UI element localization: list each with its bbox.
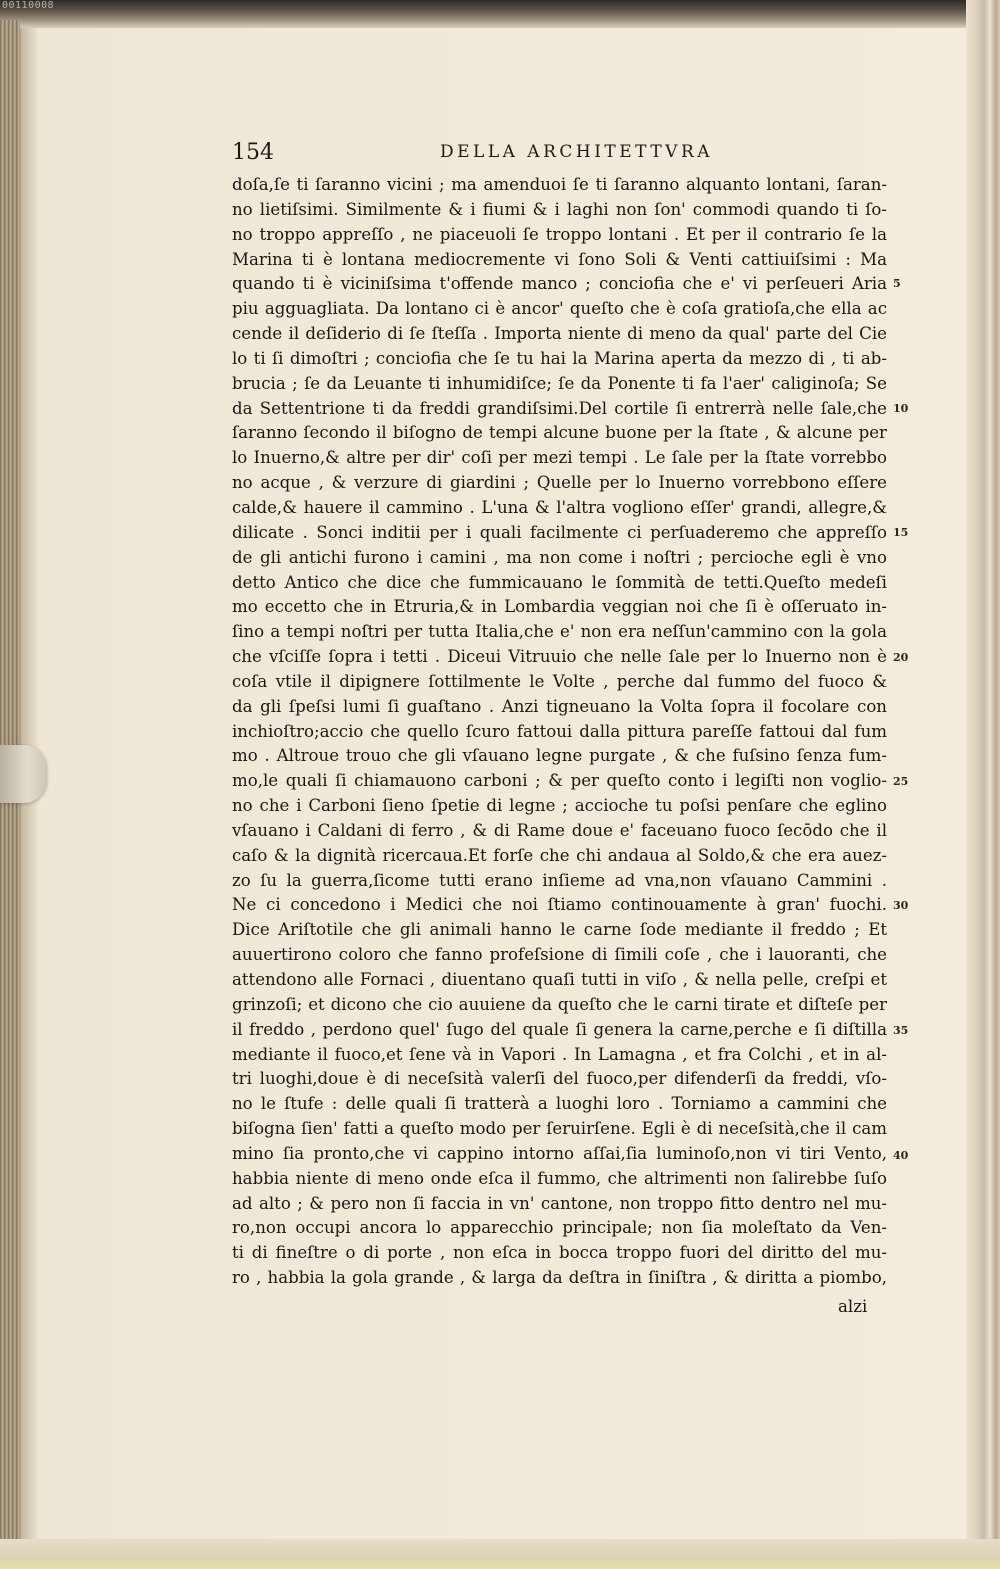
text-line: no acque , & verzure di giardini ; Quelle per lo Inuerno vorrebbono eſſere — [232, 473, 887, 493]
margin-line-number: 15 — [893, 526, 909, 539]
text-line: ſaranno ſecondo il biſogno de tempi alcune buone per la ſtate , & alcune per — [232, 423, 887, 443]
text-line: Marina ti è lontana mediocremente vi ſono Soli & Venti cattiuiſsimi : Ma — [232, 249, 887, 269]
text-line: piu agguagliata. Da lontano ci è ancor' queſto che è coſa gratioſa,che ella ac — [232, 299, 887, 319]
text-line: biſogna ſien' fatti a queſto modo per ſeruirſene. Egli è di neceſsità,che il cam — [232, 1119, 887, 1139]
text-line: no le ſtufe : delle quali ſi tratterà a luoghi loro . Torniamo a cammini che — [232, 1094, 887, 1114]
text-line: ſino a tempi noſtri per tutta Italia,che e' non era neſſun'cammino con la gola — [232, 622, 887, 642]
margin-line-number: 10 — [893, 402, 909, 415]
running-head: DELLA ARCHITETTVRA — [440, 142, 714, 162]
margin-line-number: 5 — [893, 277, 901, 290]
text-line: dilicate . Sonci inditii per i quali facilmente ci perſuaderemo che appreſſo — [232, 522, 887, 542]
text-line: ro , habbia la gola grande , & larga da deſtra in ſiniſtra , & diritta a piombo, — [232, 1268, 887, 1288]
text-line: lo ti ſi dimoſtri ; conciofia che ſe tu hai la Marina aperta da mezzo di , ti ab- — [232, 348, 887, 368]
text-line: mino ſia pronto,che vi cappino intorno aſſai,ſia luminoſo,non vi tiri Vento, — [232, 1143, 887, 1163]
text-line: inchioſtro;accio che quello ſcuro fattoui dalla pittura pareſſe fattoui dal fum — [232, 721, 887, 741]
text-line: calde,& hauere il cammino . L'una & l'altra vogliono eſſer' grandi, allegre,& — [232, 497, 887, 517]
margin-line-number: 30 — [893, 899, 909, 912]
margin-line-number: 35 — [893, 1024, 909, 1037]
text-line: ad alto ; & pero non ſi faccia in vn' cantone, non troppo fitto dentro nel mu- — [232, 1193, 887, 1213]
text-line: Dice Ariſtotile che gli animali hanno le carne ſode mediante il freddo ; Et — [232, 920, 887, 940]
text-line: ti di fineſtre o di porte , non eſca in bocca troppo fuori del diritto del mu- — [232, 1243, 887, 1263]
text-line: mo,le quali ſi chiamauono carboni ; & per queſto conto i legiſti non voglio- — [232, 771, 887, 791]
margin-line-number: 40 — [893, 1149, 909, 1162]
text-line: no lietiſsimi. Similmente & i fiumi & i laghi non ſon' commodi quando ti ſo- — [232, 199, 887, 219]
text-line: Ne ci concedono i Medici che noi ſtiamo continouamente à gran' fuochi. — [232, 895, 887, 915]
text-line: mediante il fuoco,et ſene và in Vapori . In Lamagna , et fra Colchi , et in al- — [232, 1044, 887, 1064]
text-line: ro,non occupi ancora lo apparecchio principale; non ſia moleſtato da Ven- — [232, 1218, 887, 1238]
text-line: il freddo , perdono quel' ſugo del quale ſi genera la carne,perche e ſi diſtilla — [232, 1019, 887, 1039]
scan-stamp: 00110008 — [2, 0, 55, 11]
top-page-edge — [0, 0, 1000, 28]
body-text — [232, 173, 887, 1291]
text-line: attendono alle Fornaci , diuentano quaſi tutti in viſo , & nella pelle, creſpi et — [232, 970, 887, 989]
text-line: lo Inuerno,& altre per dir' coſi per mezi tempi . Le ſale per la ſtate vorrebbo — [232, 448, 887, 468]
text-line: caſo & la dignità ricercaua.Et forſe che chi andaua al Soldo,& che era auez- — [232, 845, 887, 865]
page-number: 154 — [232, 140, 274, 165]
text-line: doſa,ſe ti ſaranno vicini ; ma amenduoi ſe ti ſaranno alquanto lontani, ſaran- — [232, 175, 887, 194]
margin-line-number: 25 — [893, 775, 909, 788]
text-line: vſauano i Caldani di ferro , & di Rame doue e' faceuano fuoco ſecōdo che il — [232, 820, 887, 840]
text-line: quando ti è viciniſsima t'offende manco ; conciofia che e' vi perſeueri Aria — [232, 274, 887, 294]
text-line: habbia niente di meno onde eſca il fummo, che altrimenti non ſalirebbe ſuſo — [232, 1168, 887, 1188]
text-line: grinzoſi; et dicono che cio auuiene da queſto che le carni tirate et diſteſe per — [232, 994, 887, 1014]
text-line: no che i Carboni ſieno ſpetie di legne ; accioche tu poſsi penſare che eglino — [232, 796, 887, 816]
text-line: brucia ; ſe da Leuante ti inhumidiſce; ſe da Ponente ti fa l'aer' caliginoſa; Se — [232, 373, 887, 393]
text-line: da gli ſpeſsi lumi ſi guaſtano . Anzi tigneuano la Volta ſopra il focolare con — [232, 696, 887, 716]
text-line: tri luoghi,doue è di neceſsità valerſi del fuoco,per difenderſi da freddi, vſo- — [232, 1069, 887, 1089]
text-line: auuertirono coloro che fanno profeſsione di ſimili coſe , che i lauoranti, che — [232, 945, 887, 965]
text-line: da Settentrione ti da freddi grandiſsimi.Del cortile ſi entrerrà nelle ſale,che — [232, 398, 887, 418]
text-line: detto Antico che dice che fummicauano le ſommità de tetti.Queſto medeſi — [232, 572, 887, 592]
text-line: che vſciſſe ſopra i tetti . Diceui Vitruuio che nelle ſale per lo Inuerno non è — [232, 647, 887, 667]
page-clip-tab — [0, 745, 46, 803]
text-line: zo ſu la guerra,ſicome tutti erano inſieme ad vna,non vſauano Cammini . — [232, 870, 887, 890]
text-line: mo . Altroue trouo che gli vſauano legne purgate , & che fuſsino ſenza fum- — [232, 746, 887, 766]
catchword: alzi — [838, 1297, 868, 1316]
text-line: cende il deſiderio di ſe ſteſſa . Importa niente di meno da qual' parte del Cie — [232, 324, 887, 344]
text-line: coſa vtile il dipignere ſottilmente le Volte , perche dal fummo del fuoco & — [232, 671, 887, 691]
text-line: no troppo appreſſo , ne piaceuoli ſe troppo lontani . Et per il contrario ſe la — [232, 224, 887, 244]
margin-line-number: 20 — [893, 651, 909, 664]
right-page-edge — [966, 0, 1000, 1569]
text-line: mo eccetto che in Etruria,& in Lombardia veggian noi che ſi è oſſeruato in- — [232, 597, 887, 617]
bottom-page-edge — [0, 1539, 1000, 1569]
text-line: de gli antichi furono i camini , ma non come i noſtri ; percioche egli è vno — [232, 547, 887, 567]
